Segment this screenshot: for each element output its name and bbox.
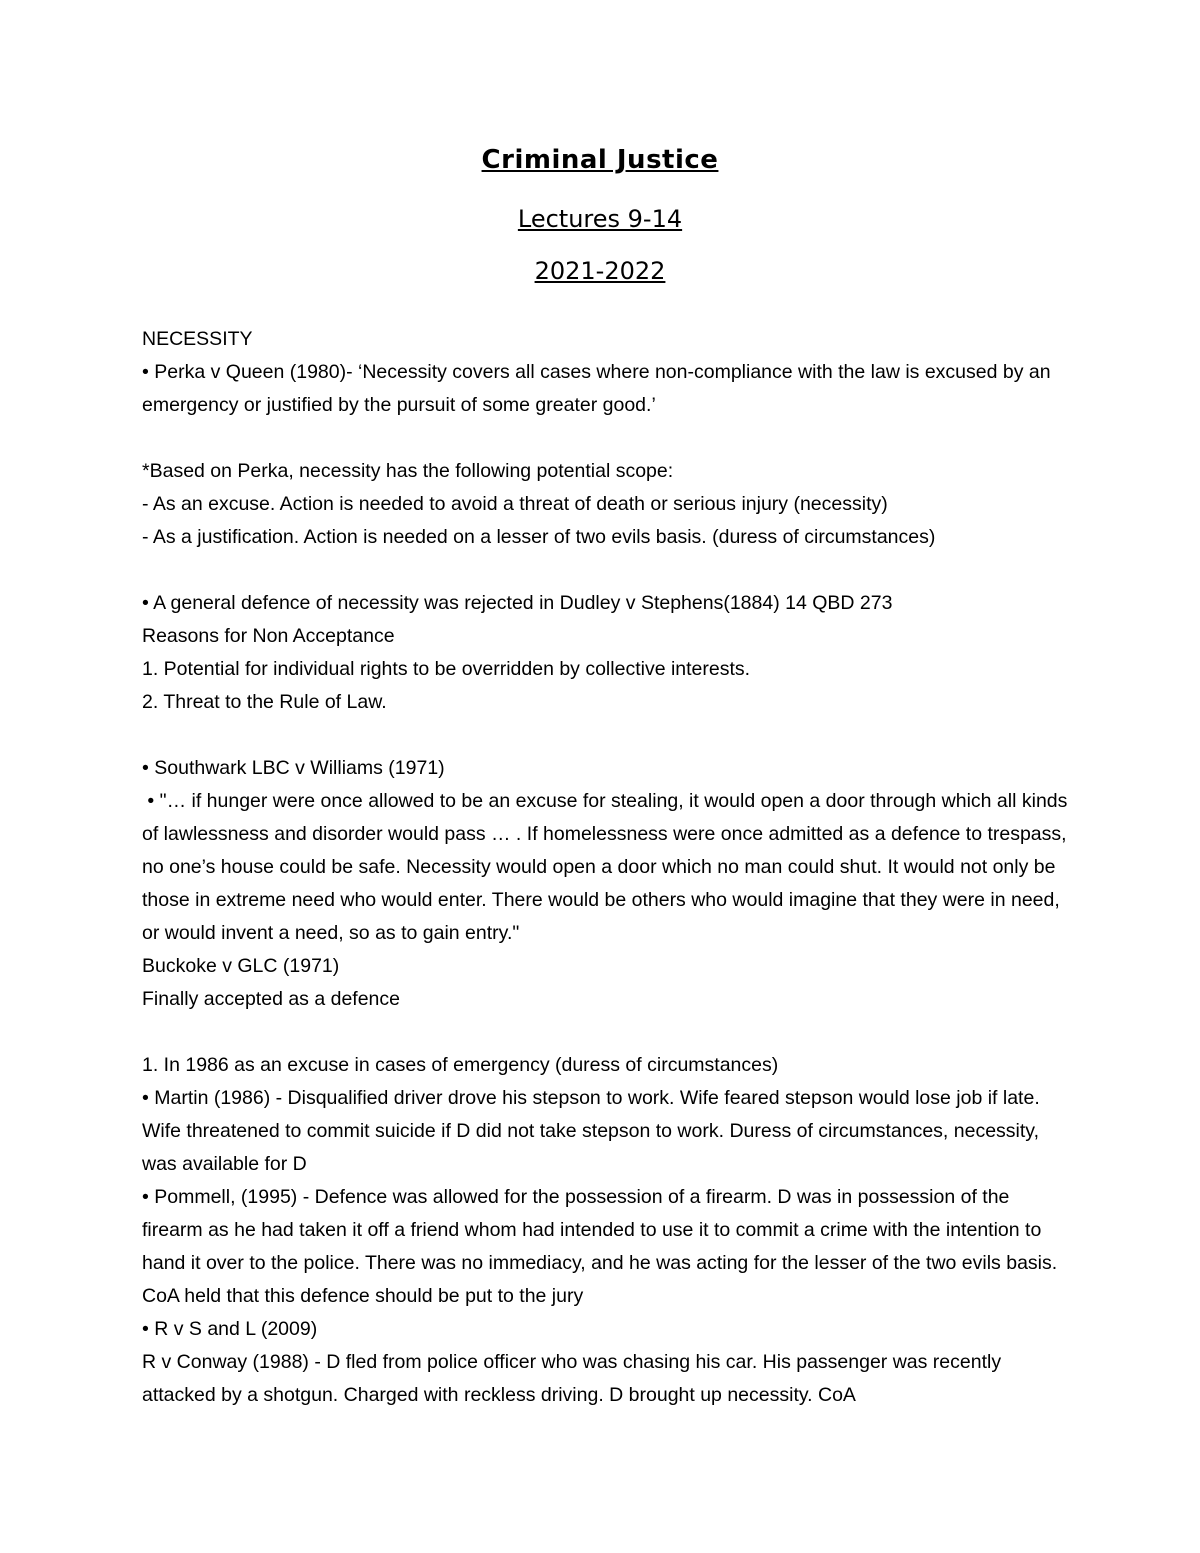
paragraph-reasons-heading: Reasons for Non Acceptance: [142, 625, 395, 647]
blank-line: [142, 719, 1072, 752]
blank-line: [142, 422, 1072, 455]
paragraph-martin: • Martin (1986) - Disqualified driver drove his stepson to work. Wife feared stepson would lose job if late. Wife threatened to commit suicide if D did not take stepson to work. Duress of circumstances, necessity, was available for D: [142, 1087, 1046, 1175]
paragraph-quote: • "… if hunger were once allowed to be an excuse for stealing, it would open a door through which all kinds of lawlessness and disorder would pass … . If homelessness were once admitted as a defence to trespass, no one’s house could be safe. Necessity would open a door which no man could shut. It would not only be those in extreme need who would enter. There would be others who would imagine that they were in need, or would invent a need, so as to gain entry.": [142, 790, 1073, 944]
paragraph-1986: 1. In 1986 as an excuse in cases of emergency (duress of circumstances): [142, 1054, 779, 1076]
paragraph-reason-2: 2. Threat to the Rule of Law.: [142, 691, 387, 713]
blank-line: [142, 554, 1072, 587]
document-body: [142, 323, 1072, 1412]
paragraph-reason-1: 1. Potential for individual rights to be overridden by collective interests.: [142, 658, 751, 680]
paragraph-perka: • Perka v Queen (1980)- ‘Necessity covers all cases where non-compliance with the law is excused by an emergency or justified by the pursuit of some greater good.’: [142, 361, 1056, 416]
paragraph-southwark: • Southwark LBC v Williams (1971): [142, 757, 445, 779]
paragraph-accepted: Finally accepted as a defence: [142, 988, 400, 1010]
document-header: [0, 138, 1200, 286]
section-heading-necessity: NECESSITY: [142, 328, 253, 350]
document-year: 2021-2022: [534, 257, 666, 285]
blank-line: [142, 1016, 1072, 1049]
paragraph-buckoke: Buckoke v GLC (1971): [142, 955, 340, 977]
paragraph-justification: - As a justification. Action is needed on a lesser of two evils basis. (duress of circumstances): [142, 526, 936, 548]
paragraph-scope-intro: *Based on Perka, necessity has the following potential scope:: [142, 460, 674, 482]
paragraph-dudley: • A general defence of necessity was rejected in Dudley v Stephens(1884) 14 QBD 273: [142, 592, 893, 614]
paragraph-excuse: - As an excuse. Action is needed to avoid a threat of death or serious injury (necessity): [142, 493, 888, 515]
document-title: Criminal Justice: [481, 145, 719, 175]
paragraph-pommell: • Pommell, (1995) - Defence was allowed for the possession of a firearm. D was in possession of the firearm as he had taken it off a friend whom had intended to use it to commit a crime with the intention to hand it over to the police. There was no immediacy, and he was acting for the lesser of the two evils basis. CoA held that this defence should be put to the jury: [142, 1186, 1063, 1307]
paragraph-r-v-s-and-l: • R v S and L (2009): [142, 1318, 318, 1340]
paragraph-conway: R v Conway (1988) - D fled from police officer who was chasing his car. His passenger was recently attacked by a shotgun. Charged with reckless driving. D brought up necessity. CoA: [142, 1351, 1007, 1406]
document-subtitle: Lectures 9-14: [517, 205, 683, 233]
